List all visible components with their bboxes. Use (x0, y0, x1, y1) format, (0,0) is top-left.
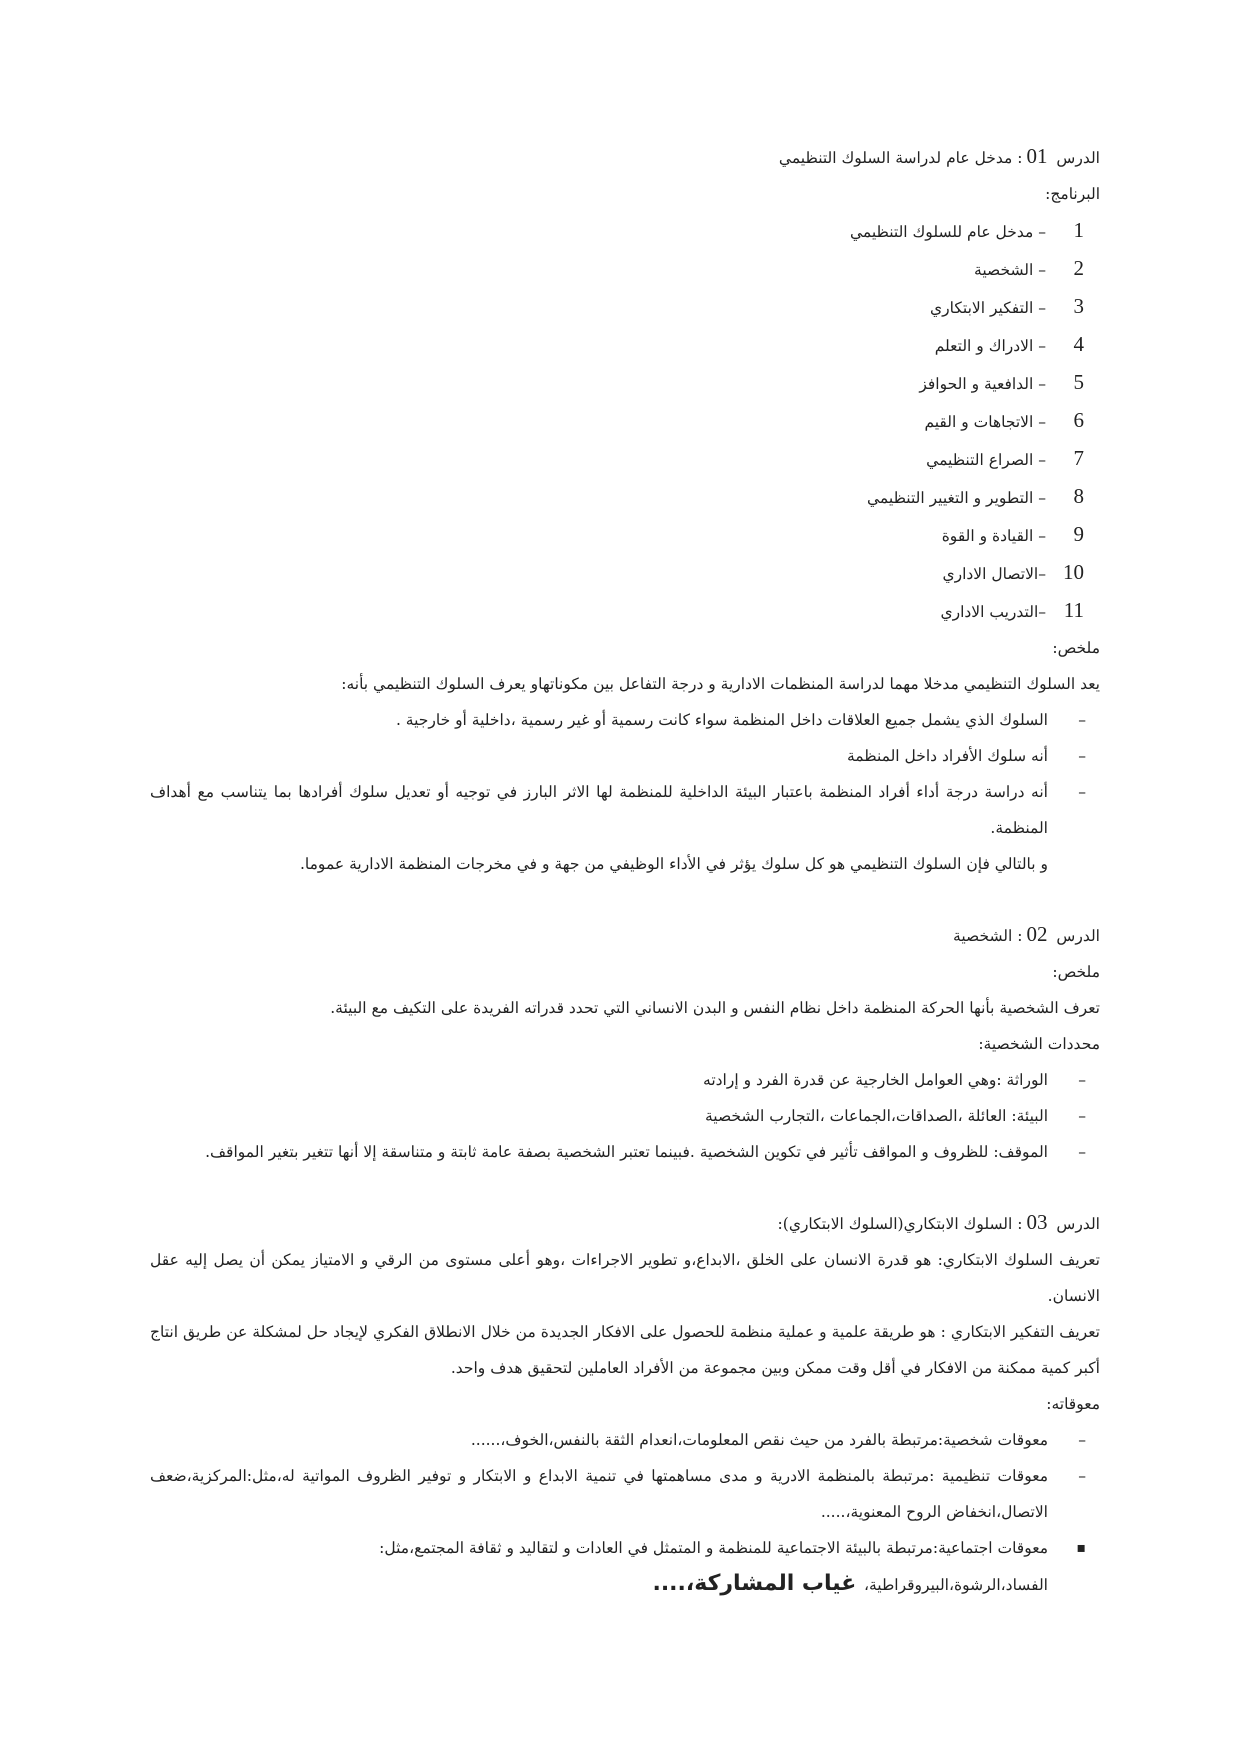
lesson-label: الدرس (1056, 927, 1100, 945)
lesson2-title (150, 916, 1100, 954)
intro-paragraph: يعد السلوك التنظيمي مدخلا مهما لدراسة المنظمات الادارية و درجة التفاعل بين مكوناتهاو يعرف السلوك التنظيمي بأنه: (341, 675, 1100, 693)
lesson-number: 02 (1026, 922, 1048, 946)
program-item-text: – التفكير الابتكاري (930, 299, 1046, 317)
summary-label: ملخص: (1052, 963, 1100, 981)
social-tail-plain: الفساد،الرشوة،البيروقراطية، (863, 1576, 1048, 1594)
program-item-text: – الادراك و التعلم (934, 337, 1046, 355)
list-item: – أنه سلوك الأفراد داخل المنظمة (150, 738, 1100, 774)
list-item: – الموقف: للظروف و المواقف تأثير في تكوين الشخصية .فبينما تعتبر الشخصية بصفة عامة ثابتة و متناسقة إلا أنها تتغير بتغير المواقف. (150, 1134, 1100, 1170)
program-item (150, 516, 1100, 554)
program-item (150, 364, 1100, 402)
lesson-number: 01 (1026, 144, 1048, 168)
program-item (150, 554, 1100, 592)
program-item-number: 3 (1073, 294, 1084, 318)
program-item (150, 250, 1100, 288)
lesson1-title (150, 138, 1100, 176)
program-item-number: 6 (1073, 408, 1084, 432)
lesson-label: الدرس (1056, 1215, 1100, 1233)
program-item-text: – الصراع التنظيمي (926, 451, 1046, 469)
document-page (150, 138, 1100, 1603)
program-item (150, 478, 1100, 516)
program-item-text: –الاتصال الاداري (942, 565, 1046, 583)
definition-thinking: تعريف التفكير الابتكاري : هو طريقة علمية و عملية منظمة للحصول على الافكار الجديدة من خلال الانطلاق الفكري لإيجاد حل لمشكلة عن طريق انتاج أكبر كمية ممكنة من الافكار في أقل وقت ممكن وبين مجموعة من الأفراد العاملين لتحقيق هدف واحد. (150, 1323, 1100, 1377)
program-label: البرنامج: (1045, 185, 1100, 203)
list-item: – البيئة: العائلة ،الصداقات،الجماعات ،التجارب الشخصية (150, 1098, 1100, 1134)
program-item-number: 11 (1063, 598, 1084, 622)
list-item: – أنه دراسة درجة أداء أفراد المنظمة باعتبار البيئة الداخلية للمنظمة لها الاثر البارز في توجيه أو تعديل سلوك أفرادها بما يتناسب مع أهداف المنظمة. (150, 774, 1100, 846)
program-item-text: –التدريب الاداري (940, 603, 1046, 621)
list-item: – السلوك الذي يشمل جميع العلاقات داخل المنظمة سواء كانت رسمية أو غير رسمية ،داخلية أو خارجية . (150, 702, 1100, 738)
program-item-text: – القيادة و القوة (941, 527, 1046, 545)
social-tail-bold: غياب المشاركة،.... (652, 1571, 864, 1596)
social-obstacles-tail (150, 1566, 1100, 1603)
program-item (150, 288, 1100, 326)
program-item-text: – الدافعية و الحوافز (919, 375, 1046, 393)
lesson-title-text: : الشخصية (953, 927, 1023, 945)
program-item-text: – الشخصية (974, 261, 1046, 279)
program-list (150, 212, 1100, 630)
conclusion-paragraph: و بالتالي فإن السلوك التنظيمي هو كل سلوك يؤثر في الأداء الوظيفي من جهة و في مخرجات المنظمة الادارية عموما. (299, 855, 1048, 873)
lesson-number: 03 (1026, 1210, 1048, 1234)
program-item (150, 212, 1100, 250)
lesson-title-text: : مدخل عام لدراسة السلوك التنظيمي (778, 149, 1023, 167)
definition-behavior: تعريف السلوك الابتكاري: هو قدرة الانسان على الخلق ،الابداع،و تطوير الاجراءات ،وهو أعلى مستوى من الرقي و الامتياز يمكن أن يصل إليه عقل الانسان. (150, 1251, 1100, 1305)
lesson-label: الدرس (1056, 149, 1100, 167)
program-item-number: 7 (1073, 446, 1084, 470)
list-item: ▪ معوقات اجتماعية:مرتبطة بالبيئة الاجتماعية للمنظمة و المتمثل في العادات و لتقاليد و ثقافة المجتمع،مثل: (150, 1530, 1100, 1566)
obstacles-label: معوقاته: (1046, 1395, 1100, 1413)
determinants-label: محددات الشخصية: (978, 1035, 1100, 1053)
lesson3-title (150, 1204, 1100, 1242)
program-item-text: – مدخل عام للسلوك التنظيمي (849, 223, 1046, 241)
program-item (150, 592, 1100, 630)
lesson-title-text: : السلوك الابتكاري(السلوك الابتكاري): (777, 1215, 1023, 1233)
program-item-number: 2 (1073, 256, 1084, 280)
program-item-number: 5 (1073, 370, 1084, 394)
summary-label: ملخص: (1052, 639, 1100, 657)
program-item-number: 10 (1063, 560, 1084, 584)
program-item-number: 9 (1073, 522, 1084, 546)
program-item-text: – الاتجاهات و القيم (924, 413, 1046, 431)
program-item-number: 8 (1073, 484, 1084, 508)
list-item: – معوقات تنظيمية :مرتبطة بالمنظمة الادرية و مدى مساهمتها في تنمية الابداع و الابتكار و توفير الظروف المواتية له،مثل:المركزية،ضعف الاتصال،انخفاض الروح المعنوية،..... (150, 1458, 1100, 1530)
program-item (150, 326, 1100, 364)
definition-paragraph: تعرف الشخصية بأنها الحركة المنظمة داخل نظام النفس و البدن الانساني التي تحدد قدراته الفريدة على التكيف مع البيئة. (330, 999, 1100, 1017)
program-item (150, 440, 1100, 478)
program-item (150, 402, 1100, 440)
list-item: – الوراثة :وهي العوامل الخارجية عن قدرة الفرد و إرادته (150, 1062, 1100, 1098)
program-item-number: 4 (1073, 332, 1084, 356)
program-item-number: 1 (1073, 218, 1084, 242)
list-item: – معوقات شخصية:مرتبطة بالفرد من حيث نقص المعلومات،انعدام الثقة بالنفس،الخوف،...... (150, 1422, 1100, 1458)
program-item-text: – التطوير و التغيير التنظيمي (867, 489, 1046, 507)
